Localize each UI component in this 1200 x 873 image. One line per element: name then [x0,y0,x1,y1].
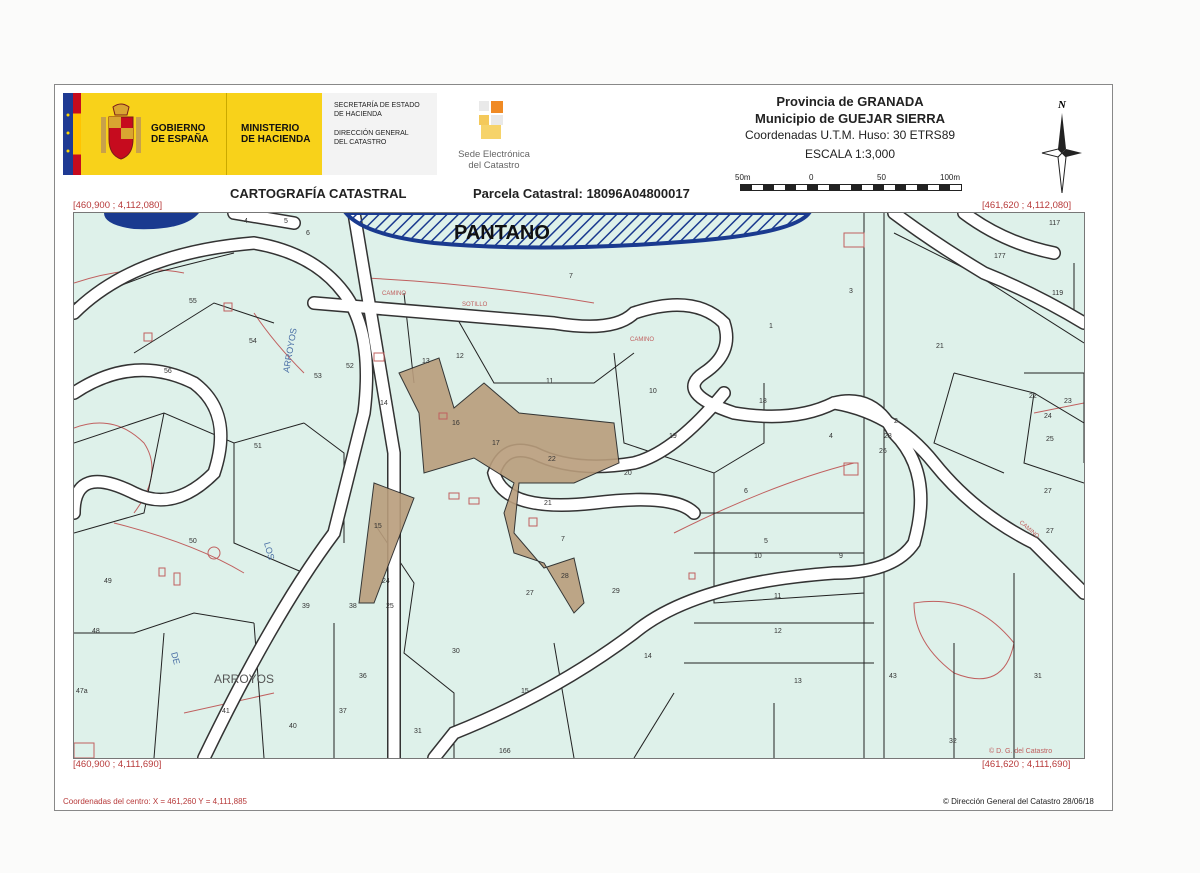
header [55,85,1112,205]
parcel-number: 19 [669,433,677,440]
parcel-number: 15 [521,688,529,695]
parcel-number: 47a [76,688,88,695]
parcel-number: 7 [569,273,573,280]
parcel-number: 53 [314,373,322,380]
parcel-number: 39 [302,603,310,610]
parcel-number: 51 [254,443,262,450]
copyright-footer: © Dirección General del Catastro 28/06/18 [943,797,1094,806]
parcel-number: 32 [949,738,957,745]
parcel-number: 26 [879,448,887,455]
place-labels [169,291,1040,686]
eu-stars-icon [63,93,73,175]
secretaria-line-1: SECRETARÍA DE ESTADO [334,102,420,109]
parcel-number: 30 [452,648,460,655]
parcel-number: 4 [829,433,833,440]
sede-logo-icon [439,97,549,147]
parcel-number: 37 [339,708,347,715]
pantano-label: PANTANO [454,222,550,244]
parcel-number: 29 [612,588,620,595]
parcel-number: 1 [769,323,773,330]
camino-label-3: CAMINO [1017,519,1040,540]
parcel-number: 166 [499,748,511,755]
scale-label-50m: 50m [735,173,751,182]
parcel-number: 11 [546,378,554,385]
parcel-number: 13 [794,678,802,685]
parcel-number: 5 [764,538,768,545]
municipio-title: Municipio de GUEJAR SIERRA [755,111,945,126]
map-title-block [705,93,995,162]
parcel-number: 12 [456,353,464,360]
los-label: LOS [262,540,277,561]
parcel-number: 54 [249,338,257,345]
parcel-number: 21 [544,500,552,507]
parcel-number: 9 [839,553,843,560]
parcel-number: 38 [349,603,357,610]
parcel-number: 16 [452,420,460,427]
parcel-number: 55 [189,298,197,305]
parcel-number: 117 [1049,220,1061,227]
arroyos-label-2: ARROYOS [281,327,299,374]
parcel-number: 50 [189,538,197,545]
camino-label: CAMINO [382,291,406,297]
scale-label-0: 0 [809,173,814,182]
parcel-number: 31 [414,728,422,735]
parcel-number: 48 [92,628,100,635]
sotillo-label: SOTILLO [462,302,488,308]
map-canvas[interactable] [74,213,1084,758]
parcel-number: 43 [889,673,897,680]
corner-coord-top-left: [460,900 ; 4,112,080] [73,200,163,211]
scale-label-50: 50 [877,173,886,182]
parcela-heading: Parcela Catastral: 18096A04800017 [473,186,690,201]
parcel-number: 2 [894,418,898,425]
coordinate-system: Coordenadas U.T.M. Huso: 30 ETRS89 [744,128,956,142]
scale-bar-graphic [740,184,962,191]
north-arrow-icon [1040,101,1084,191]
gov-name-line-2: DE ESPAÑA [151,134,209,145]
parcel-number: 18 [759,398,767,405]
parcel-number: 28 [884,433,892,440]
parcel-number: 49 [104,578,112,585]
parcel-number: 27 [1044,488,1052,495]
contour-lines [74,270,1084,713]
parcel-number: 36 [359,673,367,680]
parcel-number: 119 [1052,290,1064,297]
parcel-number: 40 [289,723,297,730]
parcel-number: 177 [994,253,1006,260]
parcel-number: 25 [386,603,394,610]
parcel-number: 24 [382,578,390,585]
parcel-number: 7 [561,536,565,543]
parcel-number: 15 [374,523,382,530]
sede-line-2: del Catastro [468,160,520,171]
de-label: DE [169,650,182,666]
parcel-number: 22 [1029,393,1037,400]
parcel-number: 17 [492,440,500,447]
gov-name-line-1: GOBIERNO [151,123,206,134]
ministry-panel [226,93,322,175]
provincia-title: Provincia de GRANADA [776,94,924,109]
parcel-number: 41 [222,708,230,715]
parcel-number: 25 [1046,436,1054,443]
parcel-number: 13 [422,358,430,365]
direccion-line-1: DIRECCIÓN GENERAL [334,130,409,137]
cadastral-sheet [54,84,1113,811]
center-coordinates: Coordenadas del centro: X = 461,260 Y = 4,111,885 [63,797,247,806]
gobierno-panel [81,93,226,175]
parcel-number: 14 [644,653,652,660]
government-logo-block [63,93,438,175]
parcel-number: 6 [744,488,748,495]
parcel-number: 20 [624,470,632,477]
scale-bar [735,173,965,191]
parcel-number: 4 [244,218,248,225]
coat-of-arms-icon [99,103,143,163]
parcel-number: 21 [936,343,944,350]
corner-coord-top-right: [461,620 ; 4,112,080] [982,200,1072,211]
scale-label-100m: 100m [940,173,961,182]
cartografia-heading: CARTOGRAFÍA CATASTRAL [230,186,407,201]
corner-coord-bottom-right: [461,620 ; 4,111,690] [982,759,1071,770]
parcel-number: 28 [561,573,569,580]
parcel-number: 22 [548,456,556,463]
parcel-number: 27 [1046,528,1054,535]
sede-electronica-logo [439,97,549,177]
arroyos-label: ARROYOS [214,672,275,686]
parcel-number: 11 [774,593,782,600]
map-scale-text: ESCALA 1:3,000 [804,147,896,161]
parcel-number: 23 [1064,398,1072,405]
parcel-number: 52 [346,363,354,370]
corner-coord-bottom-left: [460,900 ; 4,111,690] [73,759,162,770]
north-label: N [1058,99,1066,111]
parcel-number: 27 [526,590,534,597]
parcel-number: 5 [284,218,288,225]
parcel-number: 24 [1044,413,1052,420]
parcel-number: 14 [380,400,388,407]
parcel-number: 56 [164,368,172,375]
parcel-number: 6 [306,230,310,237]
secretaria-panel [322,93,437,175]
parcel-number: 12 [774,628,782,635]
parcel-number: 3 [849,288,853,295]
parcel-number: 31 [1034,673,1042,680]
ministry-line-2: DE HACIENDA [241,134,311,145]
camino-label-2: CAMINO [630,337,654,343]
direccion-line-2: DEL CATASTRO [334,139,387,146]
ministry-line-1: MINISTERIO [241,123,300,134]
cadastral-map[interactable] [73,212,1085,759]
sede-line-1: Sede Electrónica [458,149,530,160]
spain-flag-strip [63,93,81,175]
secretaria-line-2: DE HACIENDA [334,111,382,118]
parcel-number: 10 [754,553,762,560]
parcel-number: 10 [649,388,657,395]
map-credit: © D. G. del Catastro [989,748,1053,755]
